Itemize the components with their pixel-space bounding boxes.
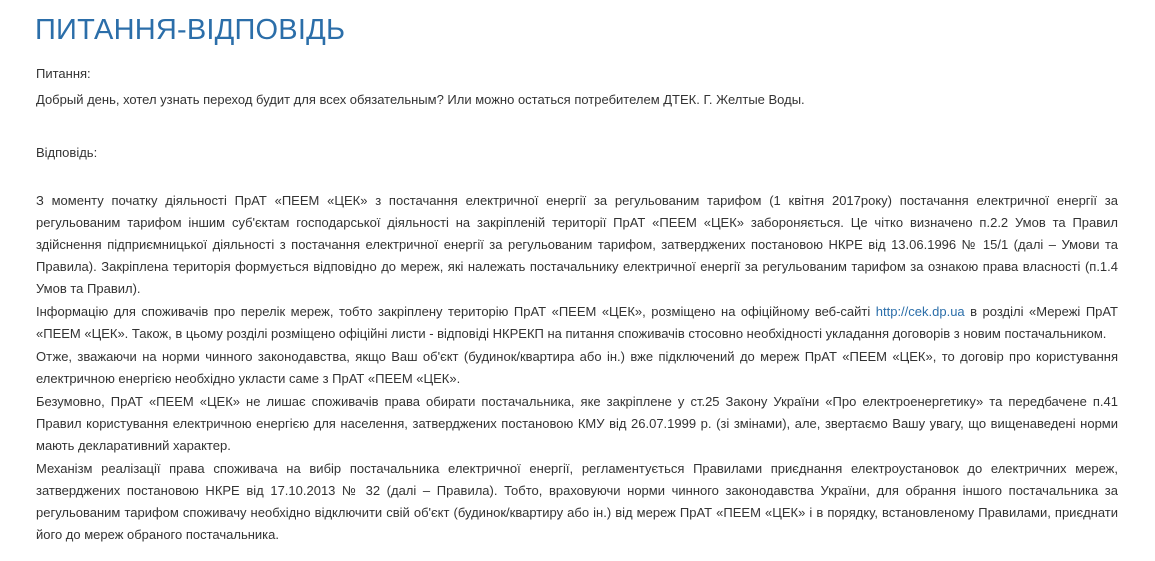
answer-paragraph: Отже, зважаючи на норми чинного законодавства, якщо Ваш об'єкт (будинок/квартира або ін.) вже підключений до мереж ПрАТ «ПЕЕМ «ЦЕК», то договір про користування електричною енергією необхідно укласти саме з ПрАТ «ПЕЕМ «ЦЕК». bbox=[36, 349, 1118, 386]
answer-paragraph: Безумовно, ПрАТ «ПЕЕМ «ЦЕК» не лишає споживачів права обирати постачальника, яке закріплене у ст.25 Закону України «Про електроенергетику» та передбачене п.41 Правил користування електричною енергією для населення, затверджених постановою КМУ від 26.07.1999 р. (зі змінами), але, звертаємо Вашу увагу, що вищенаведені норми мають декларативний характер. bbox=[36, 394, 1118, 453]
answer-text: Інформацію для споживачів про перелік мереж, тобто закріплену територію ПрАТ «ПЕЕМ «ЦЕК», розміщено на офіційному веб-сайті bbox=[36, 304, 876, 319]
answer-paragraph bbox=[36, 301, 1118, 345]
question-label: Питання: bbox=[36, 66, 91, 81]
answer-paragraph: Механізм реалізації права споживача на вибір постачальника електричної енергії, регламентується Правилами приєднання електроустановок до електричних мереж, затверджених постановою НКРЕ від 17.10.2013 № 32 (далі – Правила). Тобто, враховуючи норми чинного законодавства України, для обрання іншого постачальника за регульованим тарифом споживачу необхідно відключити свій об'єкт (будинок/квартиру або ін.) від мереж ПрАТ «ПЕЕМ «ЦЕК» і в порядку, встановленому Правилами, приєднати його до мереж обраного постачальника. bbox=[36, 461, 1118, 542]
question-text: Добрый день, хотел узнать переход будит для всех обязательным? Или можно остаться потребителем ДТЕК. Г. Желтые Воды. bbox=[36, 92, 805, 107]
answer-paragraph: З моменту початку діяльності ПрАТ «ПЕЕМ «ЦЕК» з постачання електричної енергії за регульованим тарифом (1 квітня 2017року) постачання електричної енергії за регульованим тарифом іншим суб'єктам господарської діяльності на закріпленій території ПрАТ «ПЕЕМ «ЦЕК» забороняється. Це чітко визначено п.2.2 Умов та Правил здійснення підприємницької діяльності з постачання електричної енергії за регульованим тарифом, затверджених постановою НКРЕ від 13.06.1996 № 15/1 (далі – Умови та Правила). Закріплена територія формується відповідно до мереж, які належать постачальнику електричної енергії за регульованим тарифом за ознакою права власності (п.1.4 Умов та Правил). bbox=[36, 193, 1118, 296]
answer-body bbox=[36, 190, 1118, 547]
answer-text: в розділі «Мережі ПрАТ «ПЕЕМ «ЦЕК». Також, в цьому розділі розміщено офіційні листи - відповіді НКРЕКП на питання споживачів стосовно необхідності укладання договорів з новим постачальником. bbox=[36, 304, 1118, 341]
website-link[interactable]: http://cek.dp.ua bbox=[875, 304, 965, 319]
answer-label: Відповідь: bbox=[36, 145, 98, 160]
page-title: ПИТАННЯ-ВІДПОВІДЬ bbox=[35, 14, 346, 46]
